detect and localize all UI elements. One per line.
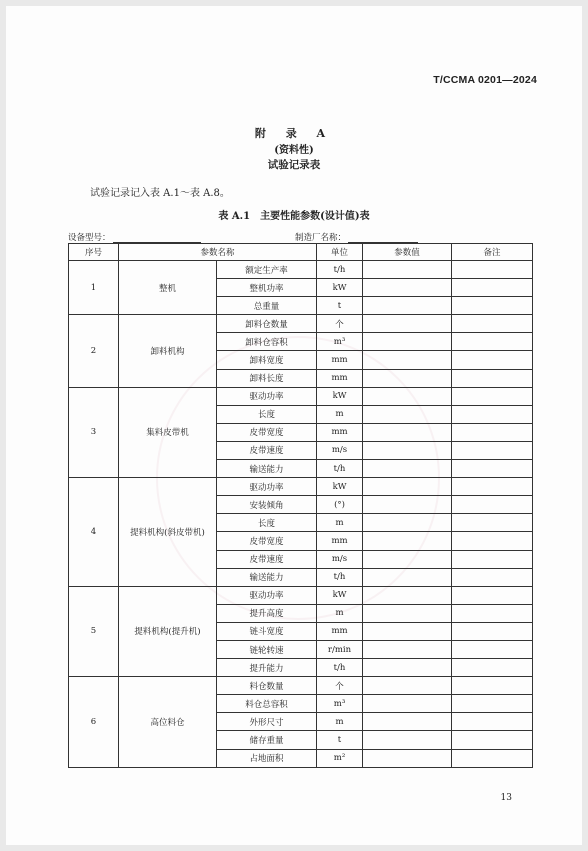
parameter-value-cell[interactable]	[363, 550, 452, 568]
header-no: 序号	[69, 244, 119, 261]
unit-cell: t/h	[317, 261, 363, 279]
parameter-name-cell: 输送能力	[217, 568, 317, 586]
remark-cell[interactable]	[452, 460, 533, 478]
table-row	[69, 677, 533, 695]
page-number: 13	[500, 793, 512, 803]
document-page	[6, 6, 582, 845]
parameter-name-cell: 皮带速度	[217, 441, 317, 459]
performance-parameter-table	[68, 243, 533, 768]
unit-cell: kW	[317, 586, 363, 604]
parameter-value-cell[interactable]	[363, 279, 452, 297]
unit-cell: (°)	[317, 496, 363, 514]
parameter-name-cell: 料仓数量	[217, 677, 317, 695]
maker-label: 制造厂名称：	[295, 233, 347, 243]
parameter-value-cell[interactable]	[363, 640, 452, 658]
group-number-cell: 3	[69, 387, 119, 477]
annex-title: 附 录 A	[254, 127, 334, 140]
remark-cell[interactable]	[452, 351, 533, 369]
group-name-cell: 整机	[119, 261, 217, 315]
remark-cell[interactable]	[452, 333, 533, 351]
remark-cell[interactable]	[452, 604, 533, 622]
parameter-name-cell: 料仓总容积	[217, 695, 317, 713]
parameter-name-cell: 驱动功率	[217, 478, 317, 496]
parameter-value-cell[interactable]	[363, 423, 452, 441]
table-row	[69, 261, 533, 279]
group-name-cell: 高位料仓	[119, 677, 217, 767]
parameter-value-cell[interactable]	[363, 677, 452, 695]
parameter-name-cell: 卸料宽度	[217, 351, 317, 369]
model-blank-line	[113, 233, 201, 243]
remark-cell[interactable]	[452, 441, 533, 459]
unit-cell: m	[317, 405, 363, 423]
unit-cell: m³	[317, 333, 363, 351]
parameter-name-cell: 驱动功率	[217, 387, 317, 405]
parameter-name-cell: 皮带宽度	[217, 423, 317, 441]
remark-cell[interactable]	[452, 695, 533, 713]
table-header-row	[69, 244, 533, 261]
remark-cell[interactable]	[452, 387, 533, 405]
parameter-value-cell[interactable]	[363, 496, 452, 514]
group-name-cell: 卸料机构	[119, 315, 217, 387]
document-id: T/CCMA 0201—2024	[433, 74, 537, 86]
unit-cell: m/s	[317, 441, 363, 459]
parameter-value-cell[interactable]	[363, 369, 452, 387]
unit-cell: mm	[317, 622, 363, 640]
remark-cell[interactable]	[452, 713, 533, 731]
table-row	[69, 478, 533, 496]
maker-blank-line	[348, 233, 418, 243]
parameter-name-cell: 链轮转速	[217, 640, 317, 658]
parameter-name-cell: 提升高度	[217, 604, 317, 622]
parameter-name-cell: 输送能力	[217, 460, 317, 478]
parameter-name-cell: 提升能力	[217, 659, 317, 677]
parameter-value-cell[interactable]	[363, 659, 452, 677]
remark-cell[interactable]	[452, 550, 533, 568]
parameter-value-cell[interactable]	[363, 315, 452, 333]
unit-cell: m²	[317, 749, 363, 767]
table-row	[69, 315, 533, 333]
header-remark: 备注	[452, 244, 533, 261]
remark-cell[interactable]	[452, 568, 533, 586]
parameter-name-cell: 长度	[217, 405, 317, 423]
unit-cell: t/h	[317, 659, 363, 677]
parameter-value-cell[interactable]	[363, 441, 452, 459]
remark-cell[interactable]	[452, 622, 533, 640]
unit-cell: t	[317, 731, 363, 749]
remark-cell[interactable]	[452, 279, 533, 297]
unit-cell: kW	[317, 478, 363, 496]
unit-cell: kW	[317, 279, 363, 297]
parameter-name-cell: 安装倾角	[217, 496, 317, 514]
remark-cell[interactable]	[452, 677, 533, 695]
parameter-value-cell[interactable]	[363, 514, 452, 532]
model-label: 设备型号：	[68, 233, 111, 243]
group-number-cell: 6	[69, 677, 119, 767]
table-row	[69, 387, 533, 405]
unit-cell: m	[317, 713, 363, 731]
parameter-name-cell: 外形尺寸	[217, 713, 317, 731]
remark-cell[interactable]	[452, 423, 533, 441]
unit-cell: 个	[317, 315, 363, 333]
unit-cell: mm	[317, 369, 363, 387]
remark-cell[interactable]	[452, 297, 533, 315]
remark-cell[interactable]	[452, 532, 533, 550]
group-name-cell: 提料机构(提升机)	[119, 586, 217, 676]
parameter-value-cell[interactable]	[363, 405, 452, 423]
parameter-value-cell[interactable]	[363, 568, 452, 586]
maker-field	[295, 231, 418, 243]
model-field	[68, 231, 201, 243]
unit-cell: kW	[317, 387, 363, 405]
parameter-value-cell[interactable]	[363, 297, 452, 315]
unit-cell: r/min	[317, 640, 363, 658]
parameter-value-cell[interactable]	[363, 695, 452, 713]
unit-cell: t/h	[317, 568, 363, 586]
group-number-cell: 5	[69, 586, 119, 676]
group-number-cell: 4	[69, 478, 119, 587]
parameter-value-cell[interactable]	[363, 261, 452, 279]
parameter-name-cell: 整机功率	[217, 279, 317, 297]
remark-cell[interactable]	[452, 640, 533, 658]
remark-cell[interactable]	[452, 261, 533, 279]
group-number-cell: 1	[69, 261, 119, 315]
unit-cell: t/h	[317, 460, 363, 478]
parameter-value-cell[interactable]	[363, 586, 452, 604]
parameter-name-cell: 储存重量	[217, 731, 317, 749]
parameter-name-cell: 总重量	[217, 297, 317, 315]
header-param: 参数名称	[119, 244, 317, 261]
remark-cell[interactable]	[452, 731, 533, 749]
parameter-value-cell[interactable]	[363, 622, 452, 640]
unit-cell: mm	[317, 532, 363, 550]
annex-heading: 试验记录表	[267, 159, 321, 171]
remark-cell[interactable]	[452, 586, 533, 604]
remark-cell[interactable]	[452, 749, 533, 767]
parameter-name-cell: 长度	[217, 514, 317, 532]
unit-cell: m	[317, 514, 363, 532]
parameter-value-cell[interactable]	[363, 713, 452, 731]
group-name-cell: 提料机构(斜皮带机)	[119, 478, 217, 587]
remark-cell[interactable]	[452, 514, 533, 532]
parameter-name-cell: 皮带宽度	[217, 532, 317, 550]
parameter-value-cell[interactable]	[363, 460, 452, 478]
parameter-value-cell[interactable]	[363, 604, 452, 622]
parameter-name-cell: 驱动功率	[217, 586, 317, 604]
intro-text: 试验记录记入表 A.1～表 A.8。	[90, 188, 230, 199]
parameter-name-cell: 额定生产率	[217, 261, 317, 279]
annex-subtitle: (资料性)	[274, 145, 314, 156]
parameter-name-cell: 卸料长度	[217, 369, 317, 387]
parameter-value-cell[interactable]	[363, 749, 452, 767]
parameter-value-cell[interactable]	[363, 731, 452, 749]
table-title: 表 A.1 主要性能参数(设计值)表	[218, 211, 370, 222]
parameter-name-cell: 卸料仓容积	[217, 333, 317, 351]
remark-cell[interactable]	[452, 369, 533, 387]
unit-cell: 个	[317, 677, 363, 695]
parameter-value-cell[interactable]	[363, 532, 452, 550]
parameter-name-cell: 占地面积	[217, 749, 317, 767]
unit-cell: m/s	[317, 550, 363, 568]
group-number-cell: 2	[69, 315, 119, 387]
parameter-value-cell[interactable]	[363, 351, 452, 369]
remark-cell[interactable]	[452, 659, 533, 677]
group-name-cell: 集料皮带机	[119, 387, 217, 477]
unit-cell: m	[317, 604, 363, 622]
parameter-value-cell[interactable]	[363, 333, 452, 351]
remark-cell[interactable]	[452, 496, 533, 514]
unit-cell: t	[317, 297, 363, 315]
unit-cell: mm	[317, 351, 363, 369]
unit-cell: mm	[317, 423, 363, 441]
parameter-name-cell: 链斗宽度	[217, 622, 317, 640]
remark-cell[interactable]	[452, 405, 533, 423]
parameter-value-cell[interactable]	[363, 478, 452, 496]
parameter-value-cell[interactable]	[363, 387, 452, 405]
header-unit: 单位	[317, 244, 363, 261]
remark-cell[interactable]	[452, 478, 533, 496]
parameter-name-cell: 卸料仓数量	[217, 315, 317, 333]
header-value: 参数值	[363, 244, 452, 261]
parameter-name-cell: 皮带速度	[217, 550, 317, 568]
table-row	[69, 586, 533, 604]
unit-cell: m³	[317, 695, 363, 713]
remark-cell[interactable]	[452, 315, 533, 333]
